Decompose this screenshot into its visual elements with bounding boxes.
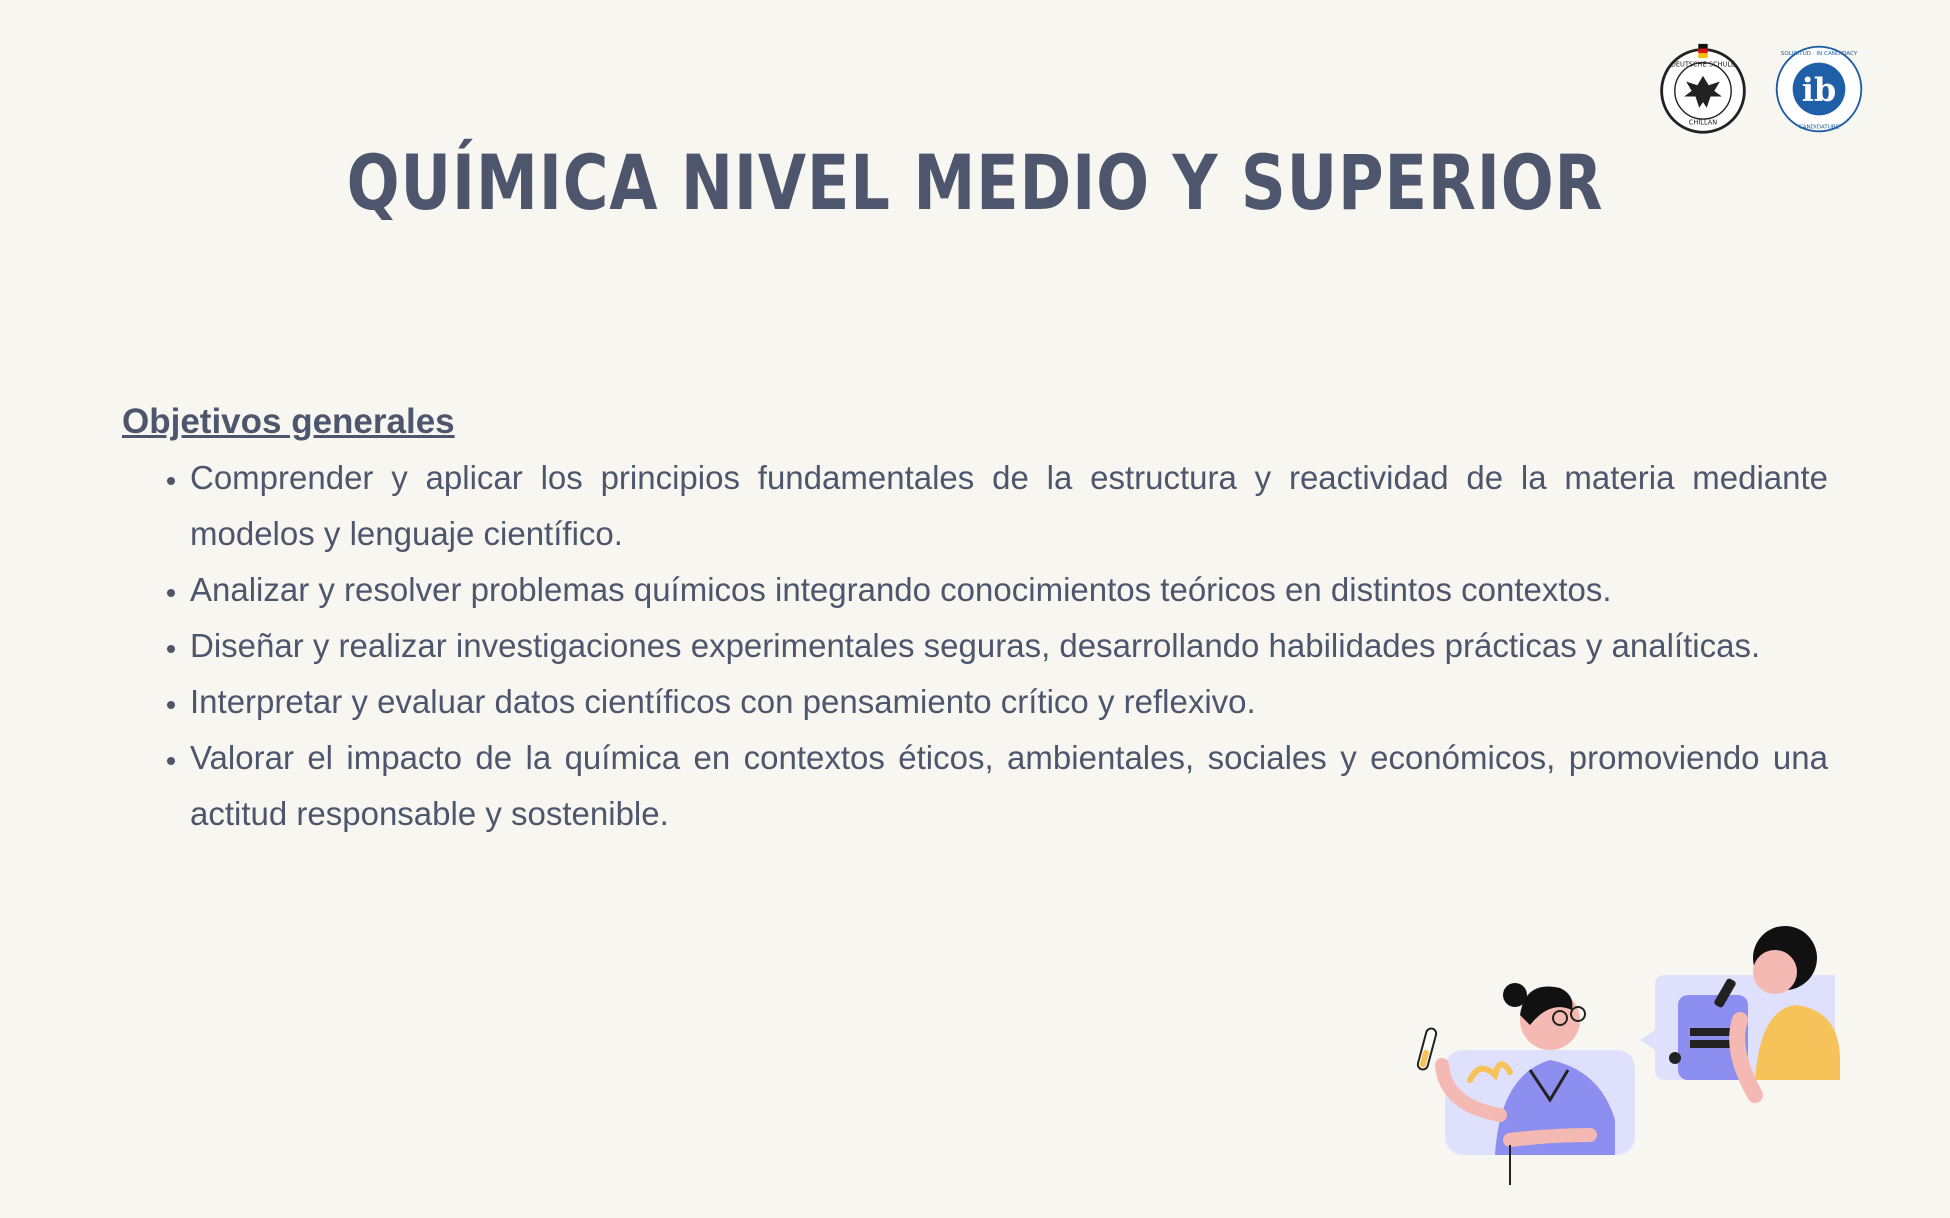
list-item: • Comprender y aplicar los principios fundamentales de la estructura y reactividad de la materia mediante modelos y lenguaje científico.: [190, 450, 1828, 562]
svg-text:SOLICITUD · IN CANDIDACY: SOLICITUD · IN CANDIDACY: [1780, 51, 1858, 58]
list-item: • Valorar el impacto de la química en contextos éticos, ambientales, sociales y económicos, promoviendo una actitud responsable y sostenible.: [190, 730, 1828, 842]
svg-text:CHILLÁN: CHILLÁN: [1688, 118, 1718, 127]
page-title: QUÍMICA NIVEL MEDIO Y SUPERIOR: [346, 138, 1604, 227]
list-item: • Interpretar y evaluar datos científicos con pensamiento crítico y reflexivo.: [190, 674, 1828, 730]
svg-text:ib: ib: [1801, 70, 1837, 109]
objectives-section: [122, 402, 1828, 842]
ib-logo-icon: [1772, 42, 1866, 136]
header-logos: [1656, 42, 1866, 136]
list-item: • Diseñar y realizar investigaciones experimentales seguras, desarrollando habilidades prácticas y analíticas.: [190, 618, 1828, 674]
svg-text:CANDIDATURE: CANDIDATURE: [1798, 124, 1840, 131]
list-item: • Analizar y resolver problemas químicos integrando conocimientos teóricos en distintos contextos.: [190, 562, 1828, 618]
deutsche-schule-logo-icon: [1656, 42, 1750, 136]
svg-text:DEUTSCHE SCHULE: DEUTSCHE SCHULE: [1670, 60, 1736, 69]
scientists-illustration: [1400, 900, 1840, 1200]
section-heading: Objetivos generales: [122, 402, 455, 441]
objectives-list: [122, 450, 1828, 842]
